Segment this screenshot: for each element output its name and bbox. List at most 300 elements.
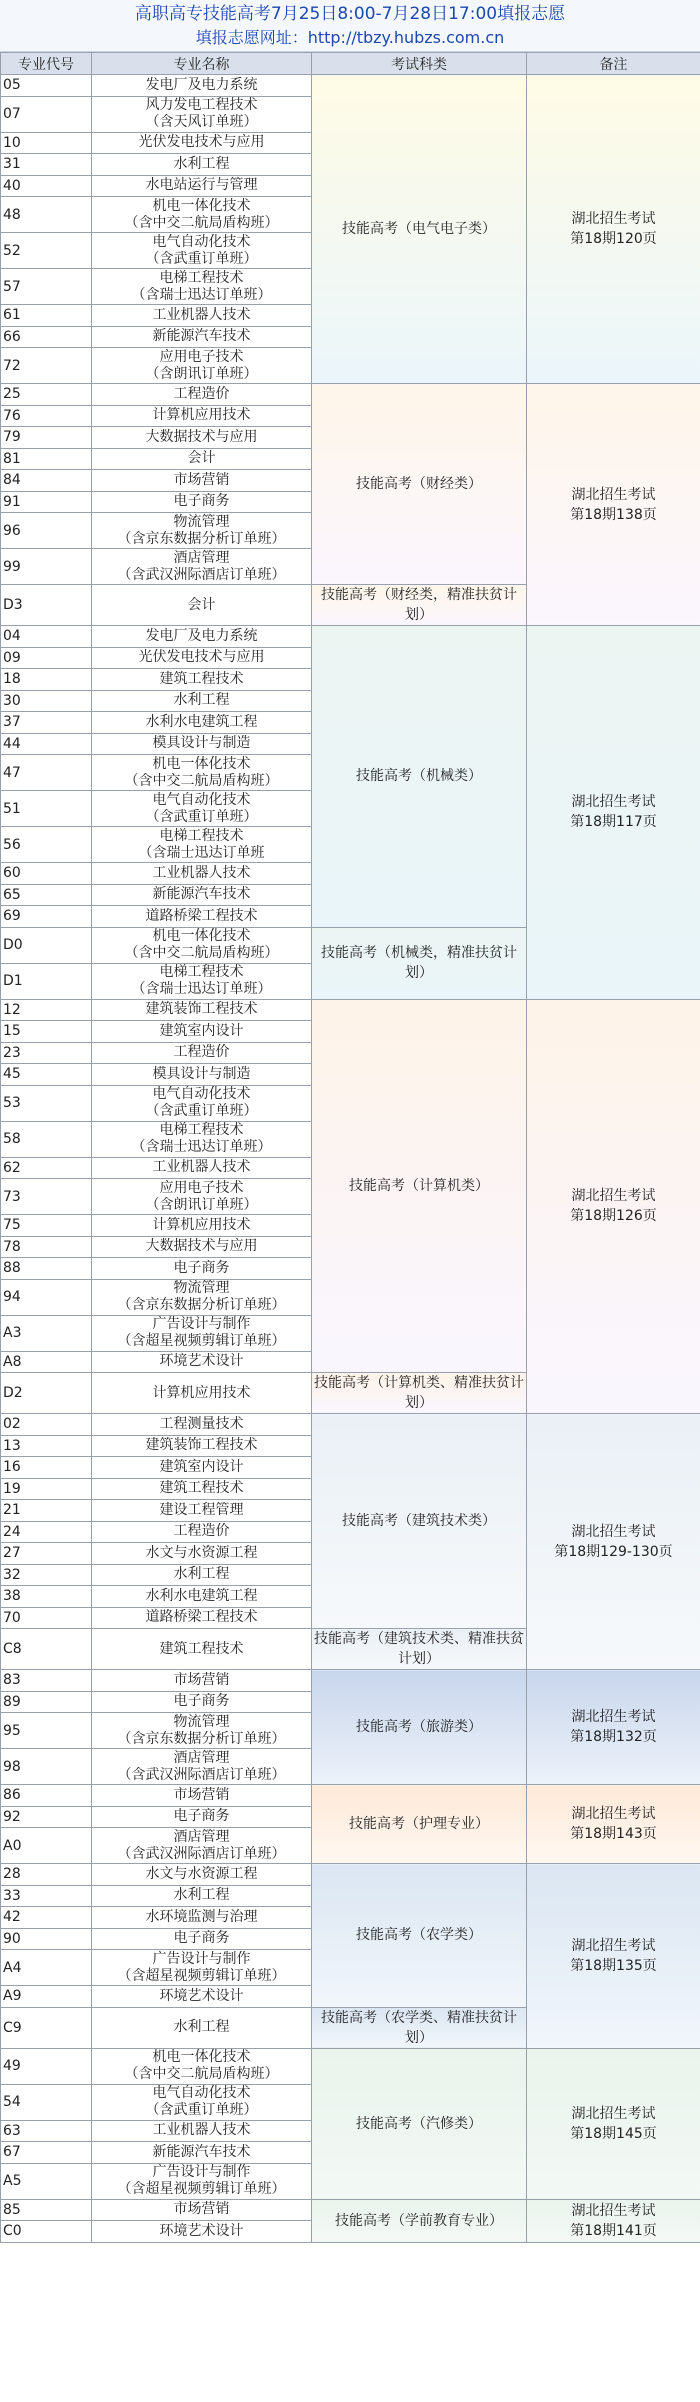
major-name-line: 市场营销 bbox=[173, 1671, 230, 1688]
major-name bbox=[92, 1457, 312, 1479]
major-code: A3 bbox=[1, 1315, 92, 1351]
major-name-line: （含武重订单班） bbox=[145, 1103, 258, 1119]
major-name-line: 工业机器人技术 bbox=[152, 864, 251, 881]
exam-category-label: 技能高考（农学类） bbox=[356, 1927, 482, 1944]
major-name bbox=[92, 669, 312, 691]
major-name-line: 水文与水资源工程 bbox=[145, 1544, 258, 1561]
major-code: 05 bbox=[1, 75, 92, 97]
major-name-line: 电子商务 bbox=[173, 1693, 230, 1710]
major-name bbox=[92, 1215, 312, 1237]
major-code: 57 bbox=[1, 269, 92, 305]
major-name-line: （含武汉洲际酒店订单班） bbox=[117, 1845, 286, 1862]
major-name-line: （含天风订单班） bbox=[145, 114, 258, 130]
major-name bbox=[92, 1064, 312, 1086]
major-name-line: 电梯工程技术 bbox=[159, 1122, 244, 1138]
exam-category bbox=[312, 2199, 527, 2242]
major-code: A9 bbox=[1, 1986, 92, 2008]
exam-category-label: 技能高考（护理专业） bbox=[349, 1816, 489, 1832]
major-name-line: 水利水电建筑工程 bbox=[145, 1587, 258, 1604]
exam-category bbox=[312, 626, 527, 928]
major-name-line: 建筑室内设计 bbox=[159, 1022, 244, 1039]
exam-category-label: 技能高考（财经类，精准扶贫计划） bbox=[321, 587, 517, 623]
major-name-line: 建设工程管理 bbox=[159, 1501, 244, 1518]
major-name bbox=[92, 2221, 312, 2243]
major-code: 16 bbox=[1, 1457, 92, 1479]
major-code: D3 bbox=[1, 585, 92, 626]
remark bbox=[527, 1414, 700, 1670]
major-name bbox=[92, 1435, 312, 1457]
table-body bbox=[1, 75, 700, 2243]
major-name-line: 计算机应用技术 bbox=[152, 1216, 251, 1233]
major-code: 86 bbox=[1, 1785, 92, 1807]
major-name bbox=[92, 1157, 312, 1179]
major-name bbox=[92, 755, 312, 791]
major-code: 62 bbox=[1, 1157, 92, 1179]
major-name-line: 物流管理 bbox=[173, 513, 230, 530]
major-name-line: （含京东数据分析订单班） bbox=[117, 1297, 286, 1313]
major-code: A4 bbox=[1, 1950, 92, 1986]
remark bbox=[527, 75, 700, 384]
major-name-line: 电子商务 bbox=[173, 1930, 230, 1947]
major-name bbox=[92, 96, 312, 132]
major-name bbox=[92, 1085, 312, 1121]
major-name-line: 发电厂及电力系统 bbox=[145, 627, 258, 644]
exam-category bbox=[312, 927, 527, 999]
major-name-line: 电子商务 bbox=[173, 1808, 230, 1825]
major-name-line: 水电站运行与管理 bbox=[145, 177, 258, 194]
exam-category bbox=[312, 1629, 527, 1670]
exam-category-label: 技能高考（建筑技术类） bbox=[342, 1513, 496, 1529]
major-name bbox=[92, 1543, 312, 1565]
major-name bbox=[92, 1042, 312, 1064]
major-code: 84 bbox=[1, 470, 92, 492]
major-name-line: 工程造价 bbox=[173, 1523, 230, 1540]
major-name-line: 水文与水资源工程 bbox=[145, 1865, 258, 1882]
exam-category bbox=[312, 1785, 527, 1864]
major-name-line: （含武汉洲际酒店订单班） bbox=[117, 566, 286, 583]
remark-line: 湖北招生考试 bbox=[571, 211, 656, 227]
major-name bbox=[92, 549, 312, 585]
table-row bbox=[1, 626, 700, 648]
remark-line: 湖北招生考试 bbox=[571, 1188, 656, 1205]
major-code: 85 bbox=[1, 2199, 92, 2221]
exam-category-label: 技能高考（计算机类、精准扶贫计划） bbox=[314, 1375, 524, 1411]
major-name bbox=[92, 1258, 312, 1280]
major-name bbox=[92, 1986, 312, 2008]
major-name-line: （含武重订单班） bbox=[145, 808, 258, 825]
major-name-line: 会计 bbox=[187, 596, 216, 613]
major-name-line: 建筑工程技术 bbox=[159, 1480, 244, 1497]
major-code: A5 bbox=[1, 2163, 92, 2199]
major-name-line: 水利工程 bbox=[173, 2019, 230, 2035]
exam-category bbox=[312, 384, 527, 585]
exam-category-label: 技能高考（财经类） bbox=[356, 476, 482, 492]
major-code: 09 bbox=[1, 647, 92, 669]
major-code: 37 bbox=[1, 712, 92, 734]
major-name bbox=[92, 1691, 312, 1713]
major-name-line: （含武重订单班） bbox=[145, 2102, 258, 2118]
major-name-line: 建筑工程技术 bbox=[159, 1640, 244, 1657]
major-code: 04 bbox=[1, 626, 92, 648]
major-code: 95 bbox=[1, 1713, 92, 1749]
col-header-major: 专业名称 bbox=[92, 53, 312, 75]
major-code: C8 bbox=[1, 1629, 92, 1670]
major-code: 65 bbox=[1, 884, 92, 906]
major-name bbox=[92, 1950, 312, 1986]
major-code: 40 bbox=[1, 175, 92, 197]
remark bbox=[527, 1864, 700, 2049]
major-name bbox=[92, 1351, 312, 1373]
major-name-line: （含瑞士迅达订单班） bbox=[131, 981, 272, 997]
major-name bbox=[92, 1885, 312, 1907]
major-name-line: 道路桥梁工程技术 bbox=[145, 1609, 258, 1626]
major-code: A8 bbox=[1, 1351, 92, 1373]
major-name bbox=[92, 1864, 312, 1886]
major-name bbox=[92, 305, 312, 327]
exam-category-label: 技能高考（学前教育专业） bbox=[335, 2212, 503, 2229]
major-code: 96 bbox=[1, 513, 92, 549]
major-name bbox=[92, 1564, 312, 1586]
major-name-line: 环境艺术设计 bbox=[159, 1987, 244, 2004]
major-name-line: 物流管理 bbox=[173, 1280, 230, 1296]
exam-category bbox=[312, 585, 527, 626]
table-header-row bbox=[1, 53, 700, 75]
exam-category-label: 技能高考（汽修类） bbox=[356, 2115, 482, 2132]
major-code: 24 bbox=[1, 1521, 92, 1543]
exam-category-label: 技能高考（电气电子类） bbox=[342, 221, 496, 237]
major-code: 52 bbox=[1, 233, 92, 269]
major-code: 13 bbox=[1, 1435, 92, 1457]
table-row bbox=[1, 2048, 700, 2084]
major-name-line: （含瑞士迅达订单班 bbox=[138, 844, 265, 861]
major-name-line: 计算机应用技术 bbox=[152, 407, 251, 424]
major-name-line: 电气自动化技术 bbox=[152, 233, 251, 250]
major-name-line: 新能源汽车技术 bbox=[152, 328, 251, 345]
exam-category-label: 技能高考（机械类，精准扶贫计划） bbox=[321, 945, 517, 981]
major-name-line: （含中交二航局盾构班） bbox=[124, 2066, 279, 2082]
major-code: 73 bbox=[1, 1179, 92, 1215]
remark-line: 湖北招生考试 bbox=[571, 1806, 656, 1822]
major-name-line: 应用电子技术 bbox=[159, 348, 244, 365]
major-name bbox=[92, 491, 312, 513]
major-code: 76 bbox=[1, 405, 92, 427]
remark-line: 第18期143页 bbox=[570, 1826, 657, 1842]
major-code: 90 bbox=[1, 1928, 92, 1950]
major-name-line: 大数据技术与应用 bbox=[145, 428, 258, 445]
major-name bbox=[92, 384, 312, 406]
major-name bbox=[92, 827, 312, 863]
major-name bbox=[92, 269, 312, 305]
major-code: 98 bbox=[1, 1749, 92, 1785]
major-name-line: 工业机器人技术 bbox=[152, 306, 251, 323]
major-code: 91 bbox=[1, 491, 92, 513]
major-code: 12 bbox=[1, 999, 92, 1021]
major-name bbox=[92, 1236, 312, 1258]
major-name-line: （含武汉洲际酒店订单班） bbox=[117, 1766, 286, 1783]
major-name-line: 工程造价 bbox=[173, 385, 230, 402]
major-name bbox=[92, 1315, 312, 1351]
major-name-line: 机电一体化技术 bbox=[152, 928, 251, 944]
major-name bbox=[92, 513, 312, 549]
remark bbox=[527, 2199, 700, 2242]
remark bbox=[527, 1785, 700, 1864]
major-name-line: 电子商务 bbox=[173, 1259, 230, 1276]
major-name bbox=[92, 1521, 312, 1543]
major-name-line: （含超星视频剪辑订单班） bbox=[117, 2181, 286, 2197]
major-name-line: 大数据技术与应用 bbox=[145, 1238, 258, 1255]
major-name-line: 电梯工程技术 bbox=[159, 964, 244, 980]
major-code: 30 bbox=[1, 690, 92, 712]
major-name bbox=[92, 1806, 312, 1828]
major-code: 54 bbox=[1, 2084, 92, 2120]
major-code: 02 bbox=[1, 1414, 92, 1436]
major-name bbox=[92, 1713, 312, 1749]
major-code: 94 bbox=[1, 1279, 92, 1315]
major-name bbox=[92, 1586, 312, 1608]
major-name-line: 电梯工程技术 bbox=[159, 827, 244, 844]
major-name bbox=[92, 405, 312, 427]
exam-category bbox=[312, 2007, 527, 2048]
major-name-line: 广告设计与制作 bbox=[152, 1950, 251, 1967]
major-name-line: 应用电子技术 bbox=[159, 1179, 244, 1196]
major-name-line: 环境艺术设计 bbox=[159, 2222, 244, 2239]
major-code: 58 bbox=[1, 1121, 92, 1157]
remark-line: 第18期129-130页 bbox=[554, 1543, 673, 1560]
major-name-line: 模具设计与制造 bbox=[152, 735, 251, 752]
major-name bbox=[92, 712, 312, 734]
remark-line: 湖北招生考试 bbox=[571, 1937, 656, 1954]
exam-category-label: 技能高考（机械类） bbox=[356, 768, 482, 785]
major-name bbox=[92, 1373, 312, 1414]
major-name-line: 工业机器人技术 bbox=[152, 2122, 251, 2139]
major-code: 51 bbox=[1, 791, 92, 827]
major-name bbox=[92, 1500, 312, 1522]
major-name-line: 机电一体化技术 bbox=[152, 197, 251, 214]
major-name-line: 物流管理 bbox=[173, 1713, 230, 1730]
exam-category bbox=[312, 999, 527, 1373]
enrollment-table bbox=[0, 52, 700, 2243]
major-code: C0 bbox=[1, 2221, 92, 2243]
exam-category bbox=[312, 1864, 527, 2008]
major-name bbox=[92, 1828, 312, 1864]
major-code: 28 bbox=[1, 1864, 92, 1886]
remark-line: 第18期138页 bbox=[570, 506, 657, 523]
major-code: 23 bbox=[1, 1042, 92, 1064]
major-name-line: 工程造价 bbox=[173, 1044, 230, 1061]
major-name bbox=[92, 1928, 312, 1950]
remark bbox=[527, 2048, 700, 2199]
major-code: 25 bbox=[1, 384, 92, 406]
major-name bbox=[92, 197, 312, 233]
major-name bbox=[92, 1279, 312, 1315]
major-code: 27 bbox=[1, 1543, 92, 1565]
major-name-line: （含京东数据分析订单班） bbox=[117, 530, 286, 547]
major-code: 42 bbox=[1, 1907, 92, 1929]
major-name bbox=[92, 863, 312, 885]
major-name bbox=[92, 791, 312, 827]
major-code: 19 bbox=[1, 1478, 92, 1500]
major-name-line: 市场营销 bbox=[173, 1786, 230, 1803]
major-code: 45 bbox=[1, 1064, 92, 1086]
col-header-note: 备注 bbox=[527, 53, 700, 75]
major-name bbox=[92, 75, 312, 97]
exam-category bbox=[312, 1373, 527, 1414]
major-name-line: 电气自动化技术 bbox=[152, 791, 251, 808]
table-row bbox=[1, 1864, 700, 1886]
major-name-line: （含瑞士迅达订单班） bbox=[131, 1139, 272, 1155]
exam-category bbox=[312, 2048, 527, 2199]
major-name bbox=[92, 2199, 312, 2221]
major-name-line: 市场营销 bbox=[173, 2201, 230, 2218]
major-code: 72 bbox=[1, 348, 92, 384]
major-code: 70 bbox=[1, 1607, 92, 1629]
major-name-line: 机电一体化技术 bbox=[152, 755, 251, 772]
remark-line: 湖北招生考试 bbox=[571, 486, 656, 503]
major-name-line: （含朗讯订单班） bbox=[145, 365, 258, 382]
major-name-line: 模具设计与制造 bbox=[152, 1065, 251, 1082]
remark-line: 湖北招生考试 bbox=[571, 1523, 656, 1540]
exam-category bbox=[312, 75, 527, 384]
major-name-line: 环境艺术设计 bbox=[159, 1353, 244, 1370]
header-title: 高职高专技能高考7月25日8:00-7月28日17:00填报志愿 bbox=[134, 4, 566, 24]
major-name-line: 光伏发电技术与应用 bbox=[138, 134, 265, 151]
major-name-line: 建筑装饰工程技术 bbox=[145, 1001, 258, 1018]
major-code: 07 bbox=[1, 96, 92, 132]
major-name-line: （含超星视频剪辑订单班） bbox=[117, 1967, 286, 1984]
remark-line: 第18期117页 bbox=[570, 814, 657, 831]
exam-category bbox=[312, 1414, 527, 1629]
major-name bbox=[92, 1907, 312, 1929]
major-name-line: 电气自动化技术 bbox=[152, 1086, 251, 1102]
major-code: 10 bbox=[1, 132, 92, 154]
major-name bbox=[92, 2142, 312, 2164]
major-name bbox=[92, 1021, 312, 1043]
major-code: 31 bbox=[1, 154, 92, 176]
major-name-line: （含中交二航局盾构班） bbox=[124, 772, 279, 789]
major-name bbox=[92, 906, 312, 928]
major-name bbox=[92, 927, 312, 963]
major-name bbox=[92, 2163, 312, 2199]
major-name-line: （含瑞士迅达订单班） bbox=[131, 286, 272, 303]
major-name-line: 水利工程 bbox=[173, 155, 230, 172]
major-name-line: 工程测量技术 bbox=[159, 1415, 244, 1432]
major-name-line: 酒店管理 bbox=[173, 1828, 230, 1845]
major-code: 15 bbox=[1, 1021, 92, 1043]
table-row bbox=[1, 999, 700, 1021]
major-name-line: 电子商务 bbox=[173, 493, 230, 510]
major-name bbox=[92, 999, 312, 1021]
major-code: 18 bbox=[1, 669, 92, 691]
major-name-line: 建筑工程技术 bbox=[159, 670, 244, 687]
major-code: 67 bbox=[1, 2142, 92, 2164]
major-name-line: （含中交二航局盾构班） bbox=[124, 945, 279, 961]
major-name-line: 风力发电工程技术 bbox=[145, 97, 258, 113]
major-code: 89 bbox=[1, 1691, 92, 1713]
major-name bbox=[92, 1749, 312, 1785]
major-name-line: 水利工程 bbox=[173, 1566, 230, 1583]
major-name bbox=[92, 154, 312, 176]
major-code: 44 bbox=[1, 733, 92, 755]
major-name-line: 光伏发电技术与应用 bbox=[138, 649, 265, 666]
major-name-line: 酒店管理 bbox=[173, 549, 230, 566]
major-name bbox=[92, 647, 312, 669]
table-row bbox=[1, 1414, 700, 1436]
major-name bbox=[92, 1179, 312, 1215]
major-name bbox=[92, 175, 312, 197]
major-name-line: 水利水电建筑工程 bbox=[145, 713, 258, 730]
major-name bbox=[92, 884, 312, 906]
major-name bbox=[92, 233, 312, 269]
major-name bbox=[92, 1785, 312, 1807]
table-row bbox=[1, 75, 700, 97]
major-code: 49 bbox=[1, 2048, 92, 2084]
remark bbox=[527, 626, 700, 1000]
col-header-code: 专业代号 bbox=[1, 53, 92, 75]
exam-category-label: 技能高考（农学类、精准扶贫计划） bbox=[321, 2009, 517, 2046]
major-name bbox=[92, 348, 312, 384]
major-name-line: 水利工程 bbox=[173, 1887, 230, 1904]
major-name bbox=[92, 1414, 312, 1436]
major-code: 21 bbox=[1, 1500, 92, 1522]
major-name-line: 新能源汽车技术 bbox=[152, 886, 251, 903]
header-url: 填报志愿网址：http://tbzy.hubzs.com.cn bbox=[195, 28, 505, 47]
table-row bbox=[1, 2199, 700, 2221]
major-code: 78 bbox=[1, 1236, 92, 1258]
major-code: 48 bbox=[1, 197, 92, 233]
major-code: D2 bbox=[1, 1373, 92, 1414]
remark bbox=[527, 1670, 700, 1785]
remark-line: 第18期132页 bbox=[570, 1729, 657, 1745]
major-name bbox=[92, 626, 312, 648]
major-name bbox=[92, 1670, 312, 1692]
major-name-line: 水环境监测与治理 bbox=[145, 1908, 258, 1925]
major-code: 83 bbox=[1, 1670, 92, 1692]
major-name-line: 建筑装饰工程技术 bbox=[145, 1437, 258, 1454]
remark-line: 湖北招生考试 bbox=[571, 2105, 656, 2122]
major-name-line: 建筑室内设计 bbox=[159, 1458, 244, 1475]
major-name-line: （含朗讯订单班） bbox=[145, 1196, 258, 1213]
major-code: 53 bbox=[1, 1085, 92, 1121]
major-name bbox=[92, 690, 312, 712]
major-code: 60 bbox=[1, 863, 92, 885]
major-code: 79 bbox=[1, 427, 92, 449]
major-code: 92 bbox=[1, 1806, 92, 1828]
remark-line: 第18期126页 bbox=[570, 1208, 657, 1225]
major-name-line: 酒店管理 bbox=[173, 1749, 230, 1766]
major-name-line: 工业机器人技术 bbox=[152, 1159, 251, 1176]
exam-category bbox=[312, 1670, 527, 1785]
table-row bbox=[1, 1785, 700, 1807]
remark-line: 湖北招生考试 bbox=[571, 1709, 656, 1725]
major-name bbox=[92, 733, 312, 755]
major-name-line: 广告设计与制作 bbox=[152, 1316, 251, 1332]
major-code: A0 bbox=[1, 1828, 92, 1864]
remark-line: 第18期141页 bbox=[570, 2222, 657, 2239]
major-name bbox=[92, 2120, 312, 2142]
major-name bbox=[92, 1478, 312, 1500]
major-code: 32 bbox=[1, 1564, 92, 1586]
major-code: 81 bbox=[1, 448, 92, 470]
major-name-line: 电梯工程技术 bbox=[159, 269, 244, 286]
major-name bbox=[92, 1607, 312, 1629]
remark-line: 第18期145页 bbox=[570, 2125, 657, 2142]
major-code: 56 bbox=[1, 827, 92, 863]
major-name-line: （含中交二航局盾构班） bbox=[124, 214, 279, 231]
major-code: D1 bbox=[1, 963, 92, 999]
major-code: 66 bbox=[1, 326, 92, 348]
major-name bbox=[92, 585, 312, 626]
major-name-line: （含超星视频剪辑订单班） bbox=[117, 1333, 286, 1349]
